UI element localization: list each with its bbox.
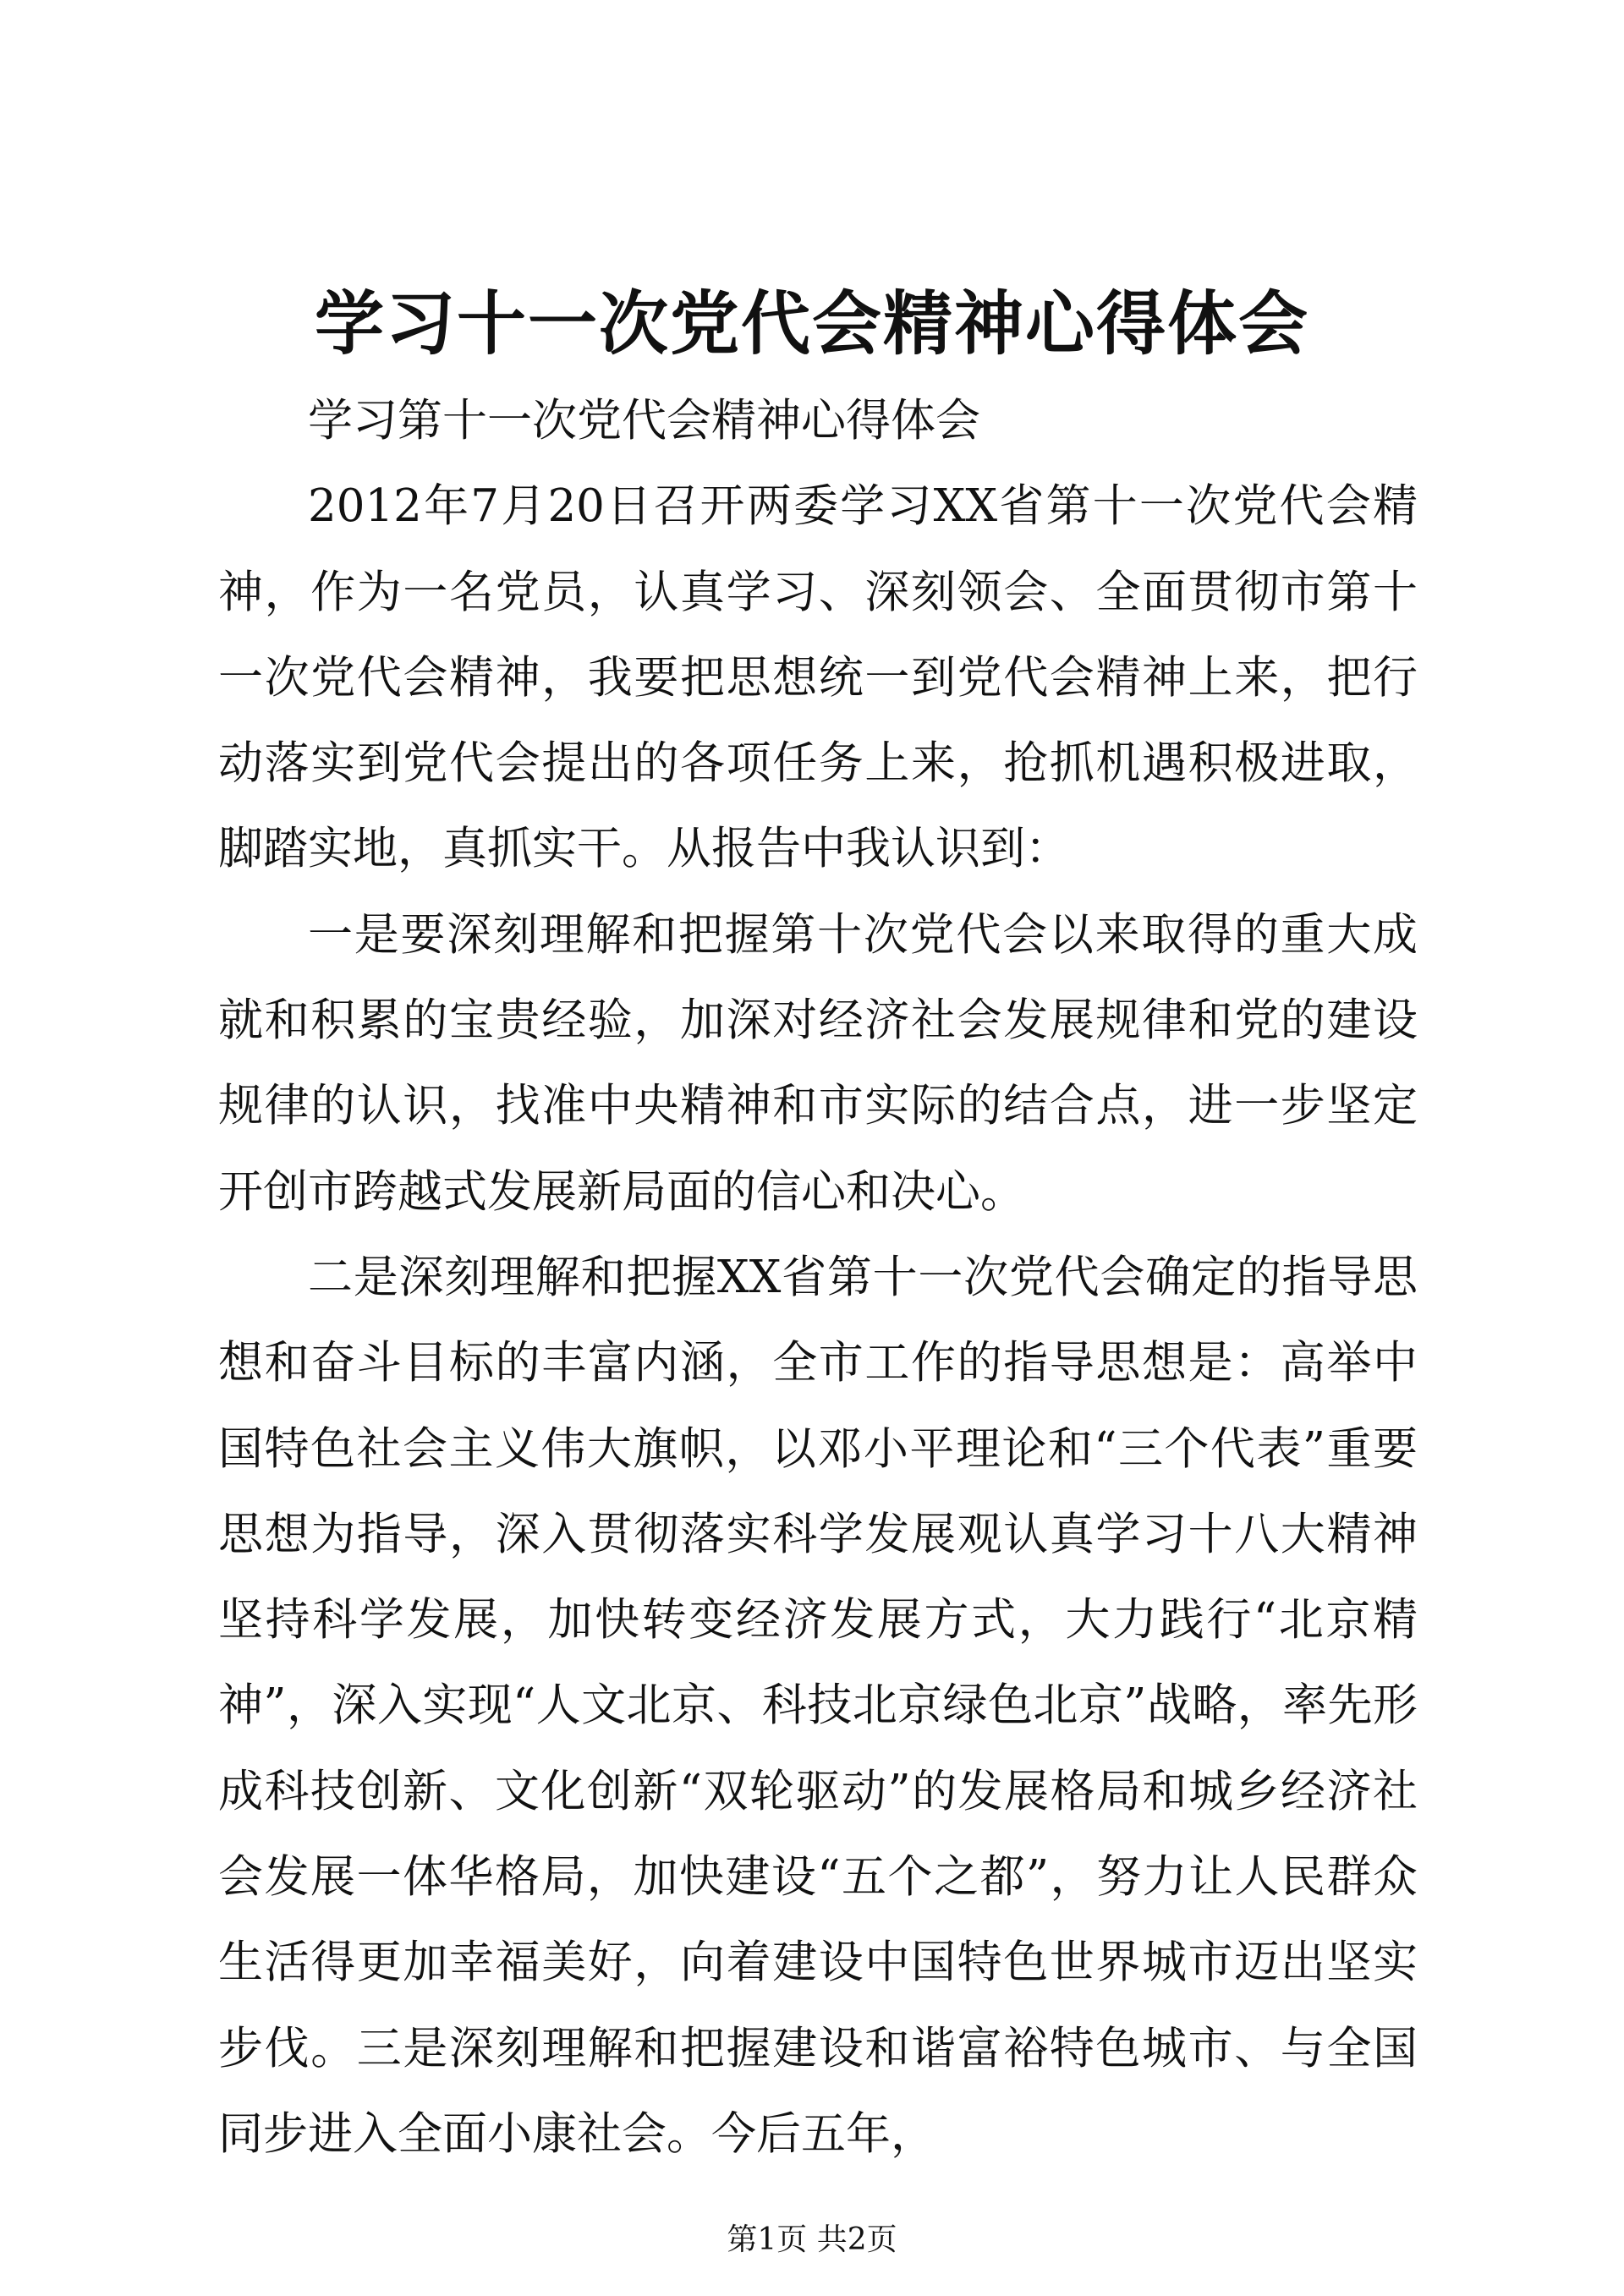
- page-number-footer: 第1页 共2页: [727, 2222, 897, 2257]
- document-title: 学习十一次党代会精神心得体会: [314, 283, 1309, 364]
- paragraph-intro: 2012年7月20日召开两委学习XX省第十一次党代会精神，作为一名党员，认真学习、深刻领会、全面贯彻市第十一次党代会精神，我要把思想统一到党代会精神上来，把行动落实到党代会提出的各项任务上来，抢抓机遇积极进取，脚踏实地，真抓实干。从报告中我认识到：: [218, 480, 1418, 875]
- paragraph-point-one: 一是要深刻理解和把握第十次党代会以来取得的重大成就和积累的宝贵经验，加深对经济社会发展规律和党的建设规律的认识，找准中央精神和市实际的结合点，进一步坚定开创市跨越式发展新局面的信心和决心。: [218, 908, 1418, 1218]
- paragraph-subtitle: 学习第十一次党代会精神心得体会: [308, 395, 980, 447]
- document-body: [218, 378, 1418, 2177]
- paragraph-point-two: 二是深刻理解和把握XX省第十一次党代会确定的指导思想和奋斗目标的丰富内涵，全市工作的指导思想是：高举中国特色社会主义伟大旗帜，以邓小平理论和“三个代表”重要思想为指导，深入贯彻落实科学发展观认真学习十八大精神坚持科学发展，加快转变经济发展方式，大力践行“北京精神”，深入实现“人文北京、科技北京绿色北京”战略，率先形成科技创新、文化创新“双轮驱动”的发展格局和城乡经济社会发展一体华格局，加快建设“五个之都”，努力让人民群众生活得更加幸福美好，向着建设中国特色世界城市迈出坚实步伐。三是深刻理解和把握建设和谐富裕特色城市、与全国同步进入全面小康社会。今后五年，: [218, 1251, 1418, 2160]
